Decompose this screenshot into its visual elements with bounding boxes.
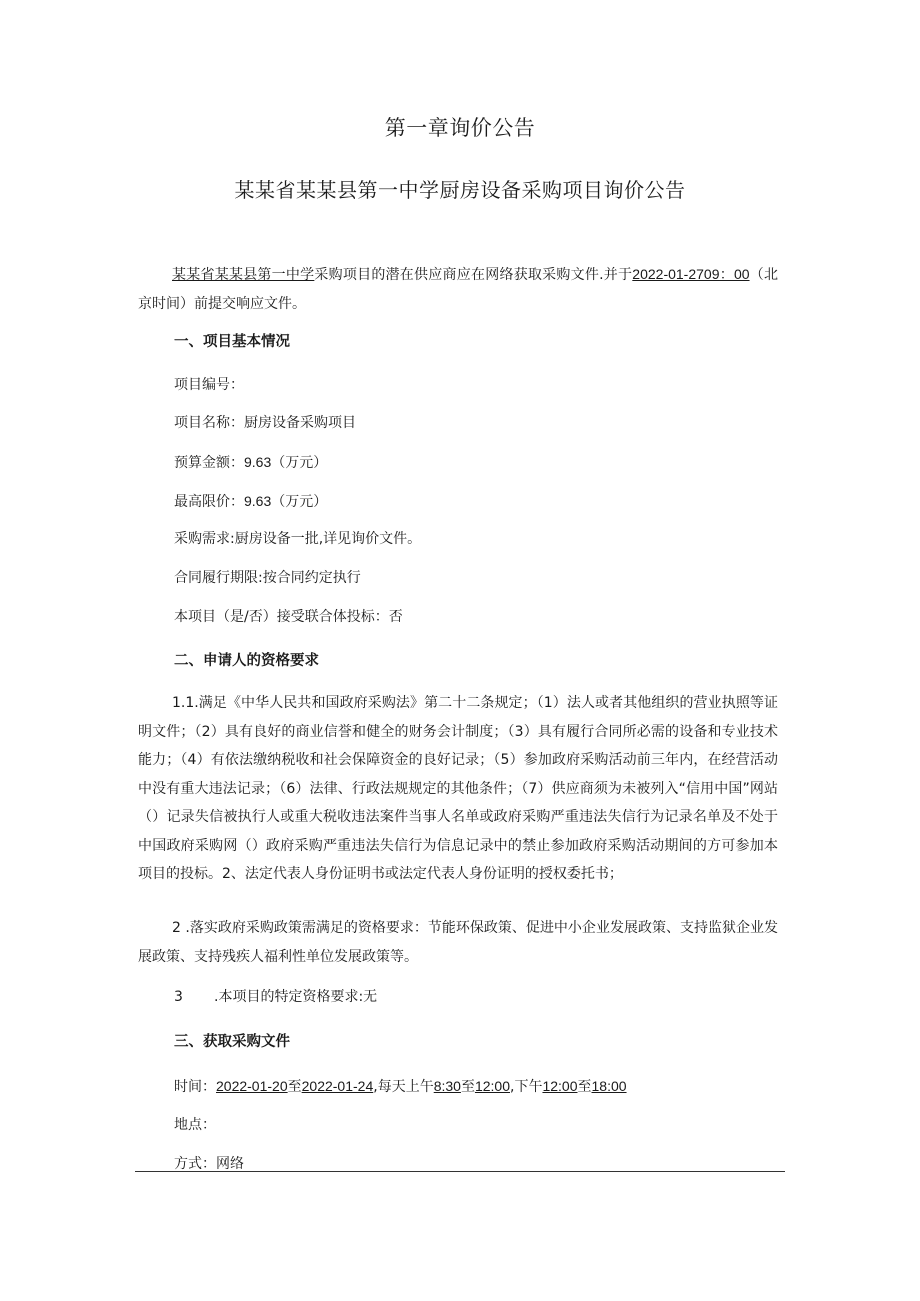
deadline-date: 2022-01-2709 <box>632 266 720 282</box>
to-1: 至 <box>287 1079 302 1095</box>
intro-paragraph <box>138 260 778 318</box>
pm-from: 12:00 <box>542 1078 578 1094</box>
budget-unit: （万元） <box>271 455 328 471</box>
qualification-paragraph-1: 1.1.满足《中华人民共和国政府采购法》第二十二条规定；（1）法人或者其他组织的营业执照等证明文件；（2）具有良好的商业信誉和健全的财务会计制度；（3）具有履行合同所必需的设备和专业技术能力；（4）有依法缴纳税收和社会保障资金的良好记录；（5）参加政府采购活动前三年内，在经营活动中没有重大违法记录；（6）法律、行政法规规定的其他条件；（7）供应商须为未被列入“信用中国”网站（）记录失信被执行人或重大税收违法案件当事人名单或政府采购严重违法失信行为记录名单及不处于中国政府采购网（）政府采购严重违法失信行为信息记录中的禁止参加政府采购活动期间的方可参加本项目的投标。2、法定代表人身份证明书或法定代表人身份证明的授权委托书； <box>138 695 778 882</box>
to-2: 至 <box>460 1079 475 1095</box>
budget-amount <box>174 452 327 473</box>
qualification-paragraph-2: 2 .落实政府采购政策需满足的资格要求：节能环保政策、促进中小企业发展政策、支持监狱企业发展政策、支持残疾人福利性单位发展政策等。 <box>138 920 778 965</box>
intro-text-2: （北京时间）前提交响应文件。 <box>138 267 779 312</box>
to-3: 至 <box>577 1079 592 1095</box>
section-2-heading: 二、申请人的资格要求 <box>174 653 319 669</box>
item-text: .本项目的特定资格要求:无 <box>214 989 378 1005</box>
budget-value: 9.63 <box>244 454 272 470</box>
max-price-label: 最高限价： <box>174 494 244 510</box>
contract-period: 合同履行期限:按合同约定执行 <box>174 570 361 586</box>
footer-divider <box>135 1171 785 1172</box>
intro-text: 采购项目的潜在供应商应在网络获取采购文件.并于 <box>314 267 633 283</box>
time-label: 时间： <box>174 1079 216 1095</box>
max-price-unit: （万元） <box>271 494 328 510</box>
chapter-title: 第一章询价公告 <box>384 116 536 140</box>
date-from: 2022-01-20 <box>216 1078 288 1094</box>
budget-label: 预算金额： <box>174 455 244 471</box>
am-to: 12:00 <box>474 1078 510 1094</box>
acquisition-place: 地点： <box>174 1117 216 1133</box>
procurement-demand: 采购需求:厨房设备一批,详见询价文件。 <box>174 531 422 547</box>
max-price <box>174 491 327 512</box>
acquisition-method: 方式：网络 <box>174 1156 244 1172</box>
document-title: 某某省某某县第一中学厨房设备采购项目询价公告 <box>234 178 686 202</box>
pm-to: 18:00 <box>591 1078 627 1094</box>
section-3-heading: 三、获取采购文件 <box>174 1034 290 1050</box>
am-from: 8:30 <box>433 1078 461 1094</box>
date-to: 2022-01-24 <box>301 1078 374 1094</box>
qualification-paragraph-3 <box>174 987 377 1007</box>
joint-bid: 本项目（是/否）接受联合体投标：否 <box>174 609 403 625</box>
section-1-heading: 一、项目基本情况 <box>174 334 290 350</box>
pm-label: ,下午 <box>510 1079 543 1095</box>
project-number: 项目编号： <box>174 377 244 393</box>
project-name: 项目名称：厨房设备采购项目 <box>174 415 356 431</box>
daily-label: ,每天上午 <box>373 1079 434 1095</box>
acquisition-time <box>174 1076 627 1097</box>
max-price-value: 9.63 <box>244 493 272 509</box>
buyer-name: 某某省某某县第一中学 <box>172 267 315 283</box>
deadline-time: ：00 <box>719 266 750 282</box>
item-number: 3 <box>174 989 183 1005</box>
